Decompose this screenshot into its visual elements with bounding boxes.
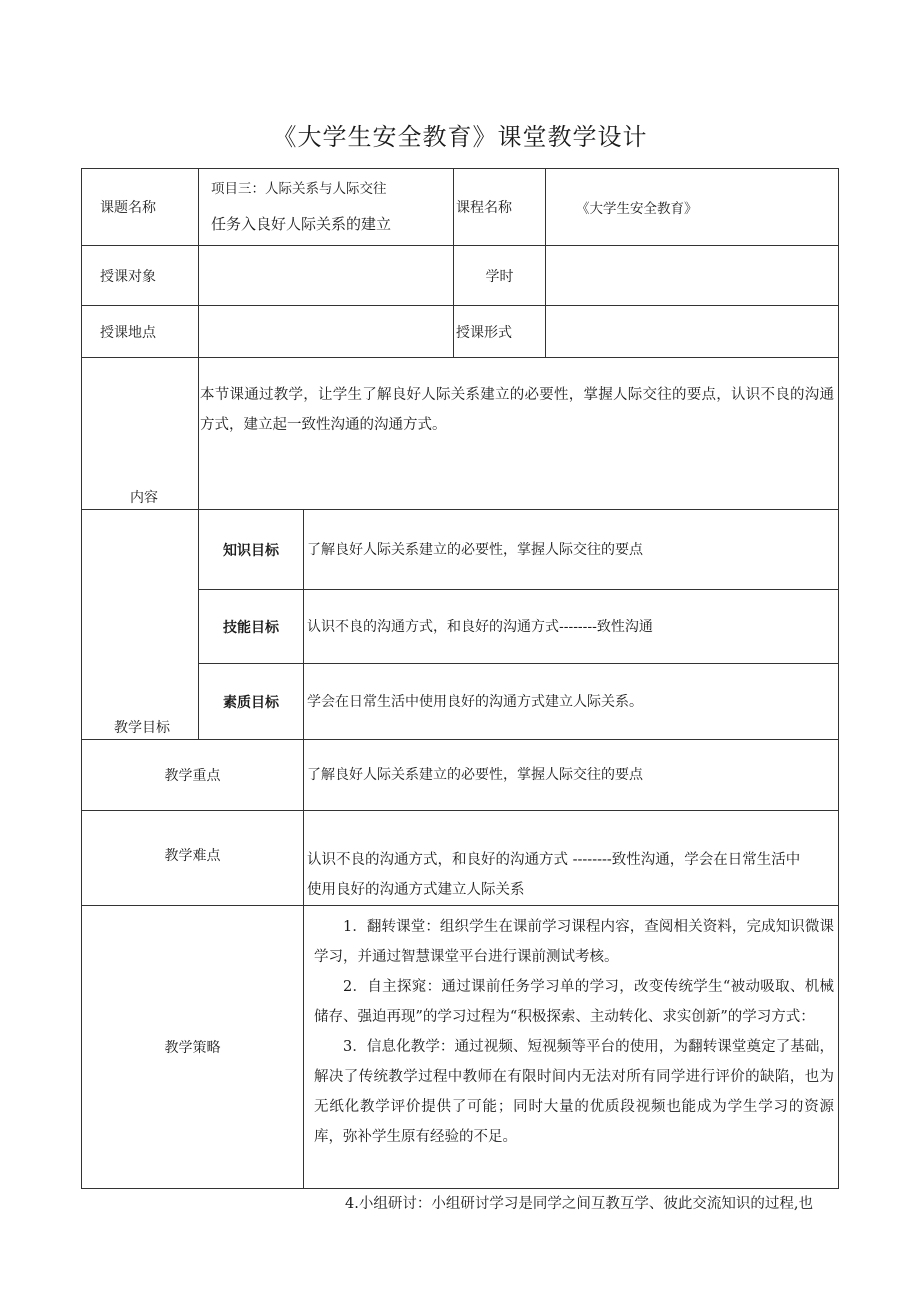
course-value: 《大学生安全教育》: [546, 169, 839, 246]
skill-text: 认识不良的沟通方式，和良好的沟通方式--------致性沟通: [304, 590, 839, 664]
topic-label: 课题名称: [82, 169, 199, 246]
audience-label: 授课对象: [82, 246, 199, 306]
difficulties-line-2: 使用良好的沟通方式建立人际关系: [307, 882, 525, 898]
place-label: 授课地点: [82, 306, 199, 358]
strategy-item: 3．信息化教学：通过视频、短视频等平台的使用，为翻转课堂奠定了基础，解决了传统教学过程中教师在有限时间内无法对所有同学进行评价的缺陷，也为无纸化教学评价提供了可能；同时大量的优质段视频也能成为学生学习的资源库，弥补学生原有经验的不足。: [314, 1039, 835, 1145]
row-key-points: [82, 740, 839, 811]
task-text: 任务入良好人际关系的建立: [211, 215, 392, 233]
strategy-item: 2．自主探窕：通过课前任务学习单的学习，改变传统学生“被动吸取、机械储存、强迫再现”的学习过程为“积极探索、主动转化、求实创新”的学习方式：: [314, 979, 835, 1025]
objectives-label: 教学目标: [82, 510, 199, 740]
row-place: [82, 306, 839, 358]
form-value: [546, 306, 839, 358]
row-content: [82, 358, 839, 510]
knowledge-text: 了解良好人际关系建立的必要性，掌握人际交往的要点: [304, 510, 839, 590]
course-label: 课程名称: [454, 169, 546, 246]
row-topic: [82, 169, 839, 246]
lesson-plan-table: [81, 168, 839, 1189]
skill-label: 技能目标: [199, 590, 304, 664]
difficulties-cell: [304, 811, 839, 906]
audience-value: [199, 246, 454, 306]
content-label: 内容: [82, 358, 199, 510]
difficulties-label: 教学难点: [82, 811, 304, 906]
page-title: 《大学生安全教育》课堂教学设计: [272, 123, 648, 151]
quality-text: 学会在日常生活中使用良好的沟通方式建立人际关系。: [304, 664, 839, 740]
difficulties-line-1: 认识不良的沟通方式，和良好的沟通方式 --------致性沟通，学会在日常生活中: [307, 852, 801, 868]
strategy-item: 1．翻转课堂：组织学生在课前学习课程内容，查阅相关资料，完成知识微课学习，并通过智慧课堂平台进行课前测试考核。: [314, 919, 835, 965]
hours-value: [546, 246, 839, 306]
place-value: [199, 306, 454, 358]
project-text: 项目三：人际关系与人际交往: [211, 181, 387, 197]
key-points-text: 了解良好人际关系建立的必要性，掌握人际交往的要点: [304, 740, 839, 811]
strategy-label: 教学策略: [82, 906, 304, 1189]
knowledge-label: 知识目标: [199, 510, 304, 590]
hours-label: 学时: [454, 246, 546, 306]
content-text: 本节课通过教学，让学生了解良好人际关系建立的必要性，掌握人际交往的要点，认识不良的沟通方式，建立起一致性沟通的沟通方式。: [200, 387, 835, 433]
strategy-cell: [304, 906, 839, 1189]
row-difficulties: [82, 811, 839, 906]
continuation-text: 4.小组研讨：小组研讨学习是同学之间互教互学、彼此交流知识的过程,也: [345, 1196, 813, 1212]
row-audience: [82, 246, 839, 306]
form-label: 授课形式: [454, 306, 546, 358]
row-objective-knowledge: [82, 510, 839, 590]
key-points-label: 教学重点: [82, 740, 304, 811]
quality-label: 素质目标: [199, 664, 304, 740]
content-cell: [199, 358, 839, 510]
row-strategy: [82, 906, 839, 1189]
topic-cell: [199, 169, 454, 246]
